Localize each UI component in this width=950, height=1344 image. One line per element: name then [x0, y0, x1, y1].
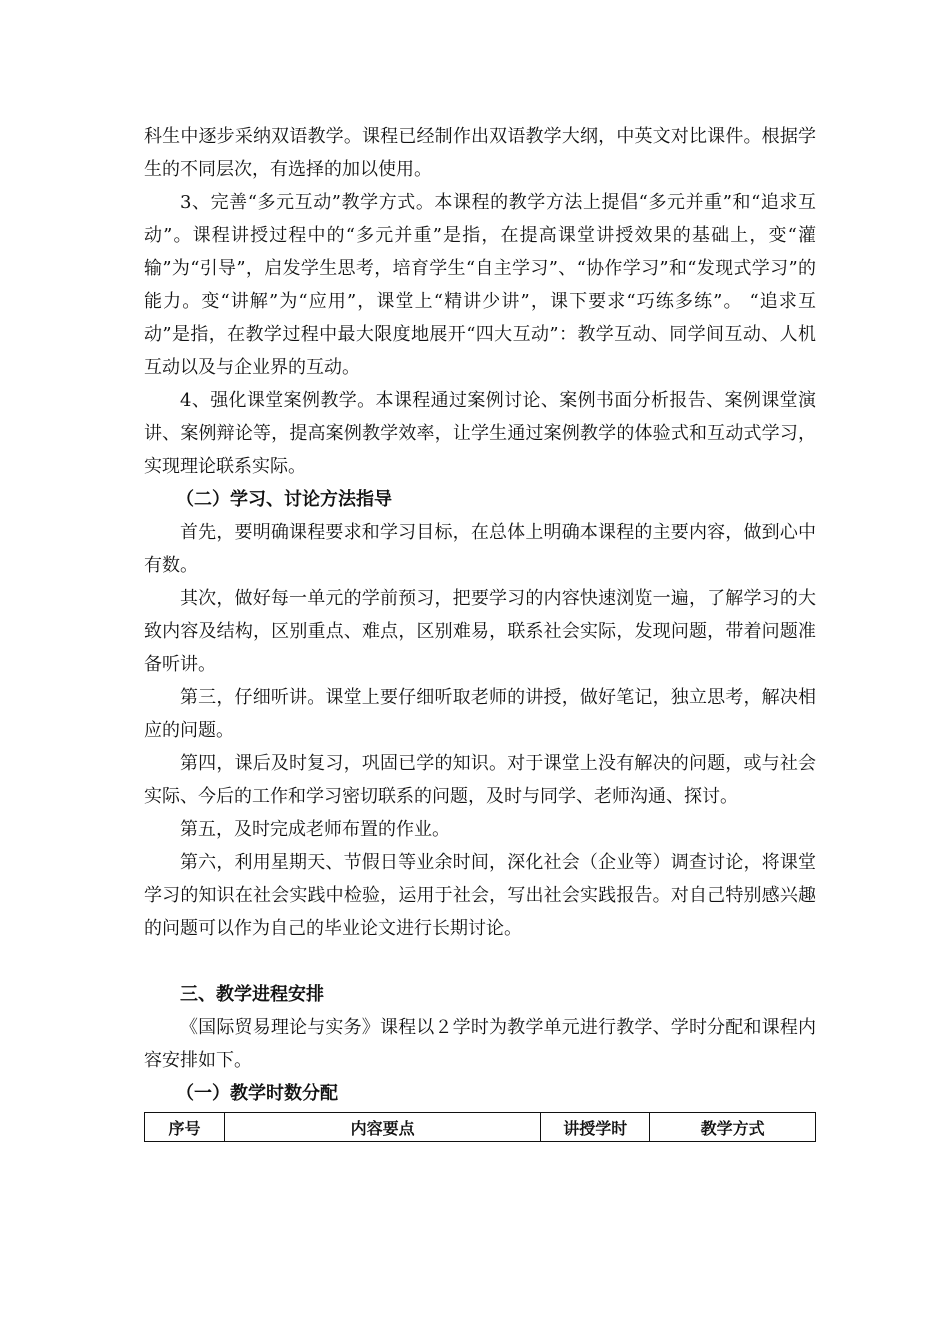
document-page [144, 120, 816, 1142]
paragraph-multi-interaction: 3、完善“多元互动”教学方式。本课程的教学方法上提倡“多元并重”和“追求互动”。课程讲授过程中的“多元并重”是指，在提高课堂讲授效果的基础上，变“灌输”为“引导”，启发学生思考，培育学生“自主学习”、“协作学习”和“发现式学习”的能力。变“讲解”为“应用”，课堂上“精讲少讲”，课下要求“巧练多练”。 “追求互动”是指，在教学过程中最大限度地展开“四大互动”：教学互动、同学间互动、人机互动以及与企业界的互动。 [144, 192, 816, 378]
header-lecture-hours: 讲授学时 [541, 1113, 650, 1142]
header-index: 序号 [145, 1113, 225, 1142]
paragraph-second: 其次，做好每一单元的学前预习，把要学习的内容快速浏览一遍，了解学习的大致内容及结构，区别重点、难点，区别难易，联系社会实际，发现问题，带着问题准备听讲。 [144, 588, 816, 675]
header-content-points: 内容要点 [224, 1113, 541, 1142]
paragraph-fifth: 第五，及时完成老师布置的作业。 [180, 819, 450, 840]
paragraph-first: 首先，要明确课程要求和学习目标，在总体上明确本课程的主要内容，做到心中有数。 [144, 522, 816, 576]
paragraph-sixth: 第六，利用星期天、节假日等业余时间，深化社会（企业等）调查讨论，将课堂学习的知识在社会实践中检验，运用于社会，写出社会实践报告。对自己特别感兴趣的问题可以作为自己的毕业论文进行长期讨论。 [144, 852, 816, 939]
paragraph-schedule-intro: 《国际贸易理论与实务》课程以２学时为教学单元进行教学、学时分配和课程内容安排如下。 [144, 1017, 816, 1071]
paragraph-third: 第三，仔细听讲。课堂上要仔细听取老师的讲授，做好笔记，独立思考，解决相应的问题。 [144, 687, 816, 741]
table-header-row [145, 1113, 816, 1142]
header-teaching-method: 教学方式 [650, 1113, 816, 1142]
section-spacer [144, 945, 816, 978]
hours-allocation-table [144, 1112, 816, 1142]
section-heading-schedule: 三、教学进程安排 [180, 984, 324, 1005]
paragraph-fourth: 第四，课后及时复习，巩固已学的知识。对于课堂上没有解决的问题，或与社会实际、今后的工作和学习密切联系的问题，及时与同学、老师沟通、探讨。 [144, 753, 816, 807]
paragraph-case-teaching: 4、强化课堂案例教学。本课程通过案例讨论、案例书面分析报告、案例课堂演讲、案例辩论等，提高案例教学效率，让学生通过案例教学的体验式和互动式学习，实现理论联系实际。 [144, 390, 816, 477]
paragraph-bilingual-teaching: 科生中逐步采纳双语教学。课程已经制作出双语教学大纲，中英文对比课件。根据学生的不同层次，有选择的加以使用。 [144, 126, 816, 180]
section-heading-study-methods: （二）学习、讨论方法指导 [176, 489, 392, 510]
subsection-heading-hours: （一）教学时数分配 [176, 1083, 338, 1104]
